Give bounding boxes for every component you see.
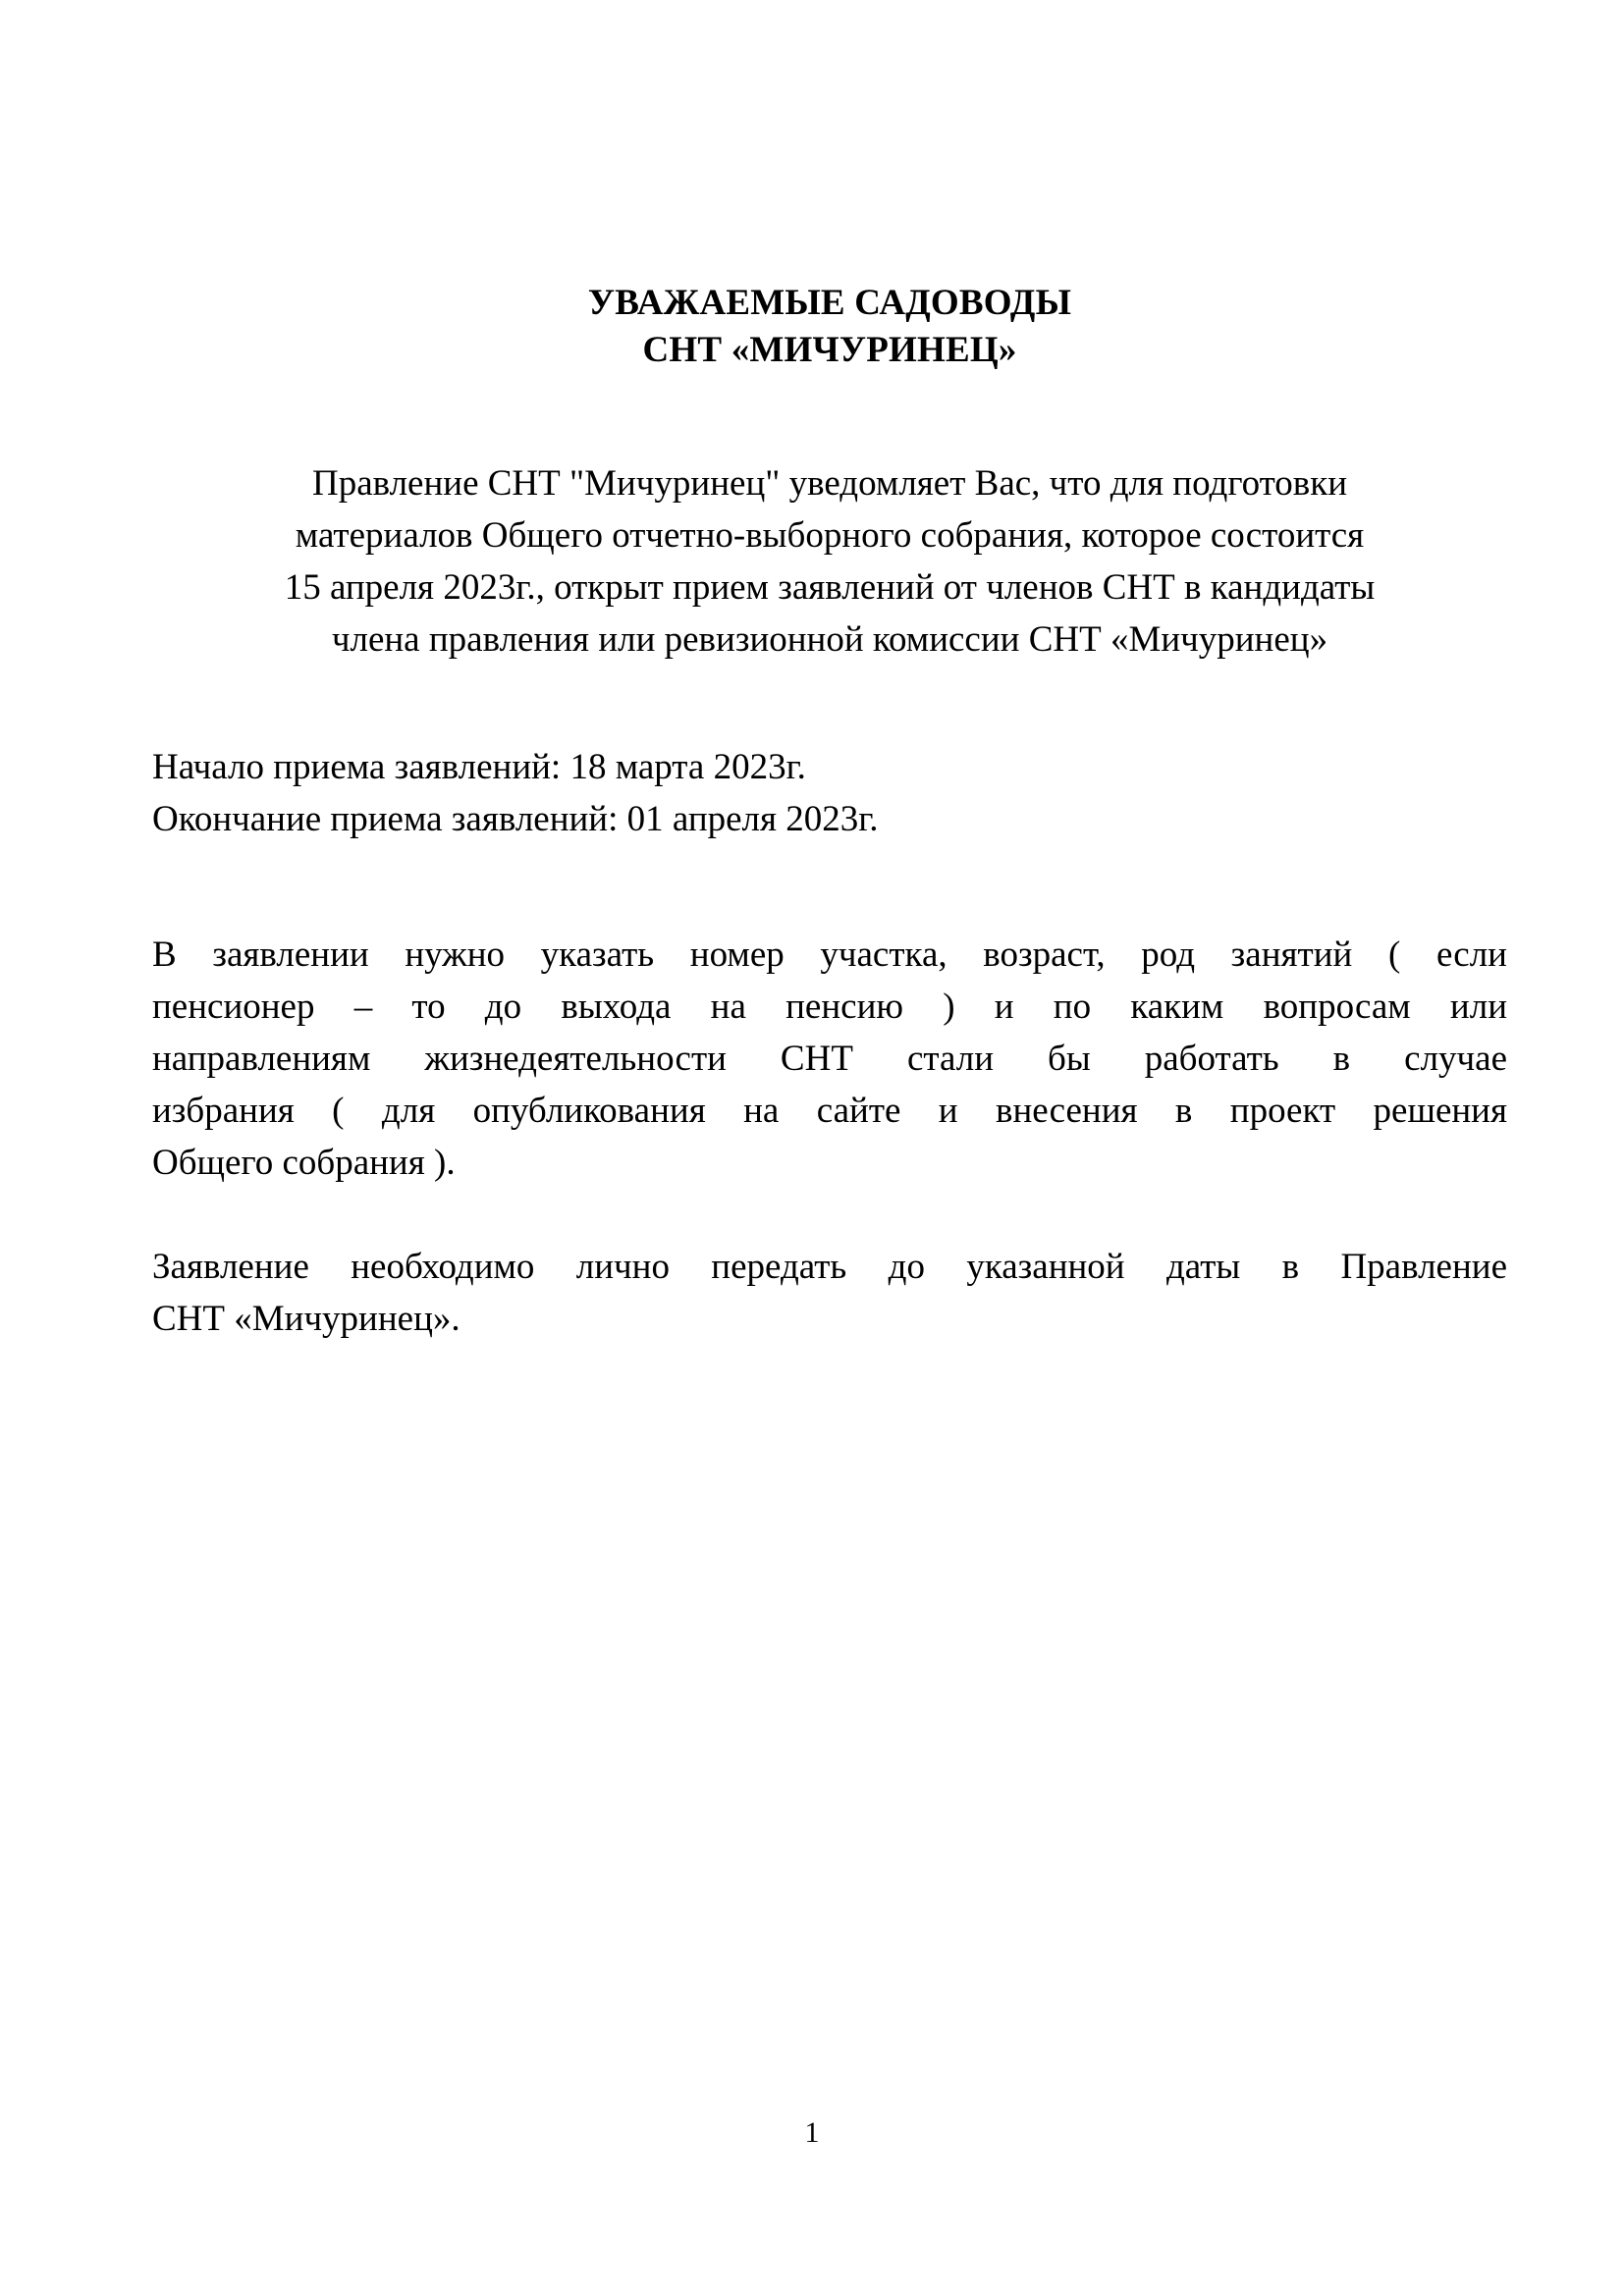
requirements-line-5: Общего собрания ). [152, 1143, 456, 1183]
requirements-paragraph [152, 845, 1507, 1189]
submission-line-2: СНТ «Мичуринец». [152, 1299, 460, 1339]
page-title [152, 0, 1507, 374]
intro-line-4: члена правления или ревизионной комиссии СНТ «Мичуринец» [331, 619, 1328, 660]
intro-paragraph [152, 374, 1507, 666]
submission-line-1: Заявление необходимо лично передать до указанной даты в Правление [152, 1247, 1507, 1287]
requirements-line-2: пенсионер – то до выхода на пенсию ) и по каким вопросам или [152, 987, 1507, 1027]
page-number: 1 [804, 2116, 820, 2149]
title-line-2: СНТ «МИЧУРИНЕЦ» [642, 330, 1017, 370]
submission-paragraph [152, 1189, 1507, 1345]
intro-line-1: Правление СНТ "Мичуринец" уведомляет Вас, что для подготовки [311, 463, 1348, 504]
requirements-line-3: направлениям жизнедеятельности СНТ стали бы работать в случае [152, 1039, 1507, 1079]
intro-line-3: 15 апреля 2023г., открыт прием заявлений от членов СНТ в кандидаты [284, 567, 1376, 608]
requirements-line-1: В заявлении нужно указать номер участка, возраст, род занятий ( если [152, 934, 1507, 975]
document-content [152, 0, 1507, 1345]
requirements-line-4: избрания ( для опубликования на сайте и внесения в проект решения [152, 1091, 1507, 1131]
intro-line-2: материалов Общего отчетно-выборного собрания, которое состоится [295, 515, 1365, 556]
application-end-date: Окончание приема заявлений: 01 апреля 2023г. [152, 799, 879, 839]
application-dates-block [152, 666, 1507, 845]
application-start-date: Начало приема заявлений: 18 марта 2023г. [152, 747, 806, 787]
title-line-1: УВАЖАЕМЫЕ САДОВОДЫ [587, 283, 1072, 323]
